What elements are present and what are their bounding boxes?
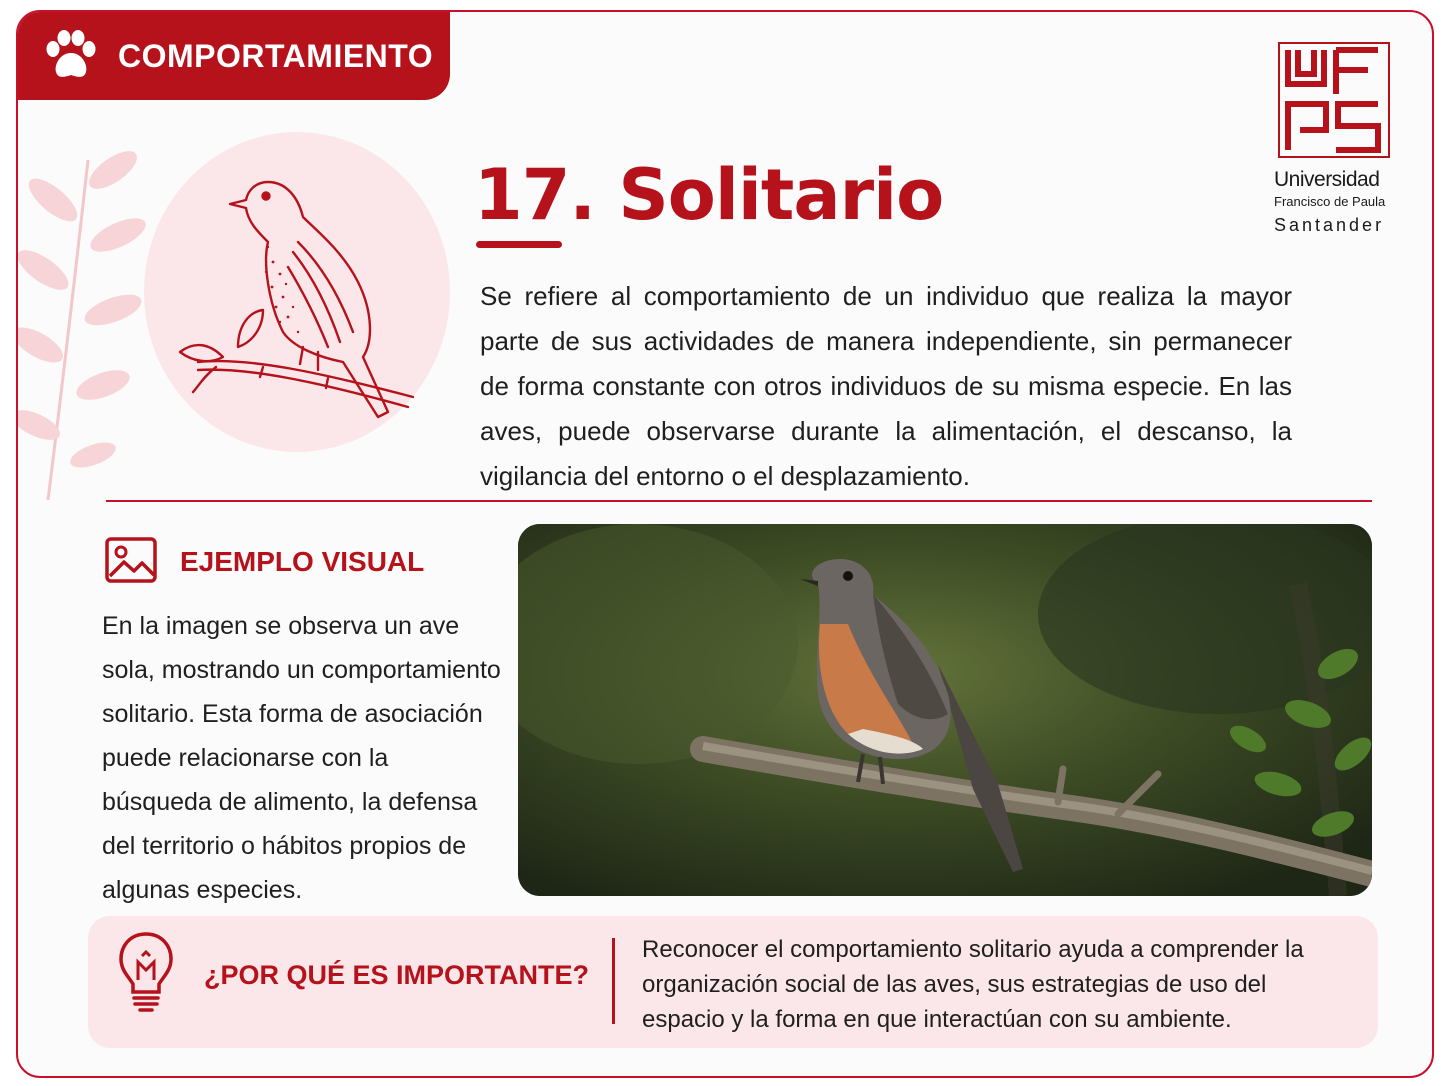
university-logo [1274, 42, 1394, 236]
lightbulb-icon [116, 930, 176, 1016]
leaves-decoration [18, 140, 158, 500]
logo-university: Universidad [1274, 168, 1380, 191]
category-title: COMPORTAMIENTO [118, 37, 434, 74]
title-underline [476, 241, 562, 248]
logo-santander: Santander [1274, 215, 1385, 235]
ufps-logo-mark [1278, 42, 1390, 158]
importance-box [88, 916, 1378, 1048]
category-tab [18, 12, 450, 100]
visual-example-title: EJEMPLO VISUAL [180, 546, 425, 577]
section-divider [106, 500, 1372, 502]
visual-example-text: En la imagen se observa un ave sola, mostrando un comportamiento solitario. Esta forma de asociación puede relacionarse con la búsqueda de alimento, la defensa del territorio o hábitos propios de algunas especies. [102, 612, 501, 904]
page-title: 17. Solitario [474, 154, 944, 236]
info-card [16, 10, 1434, 1078]
bird-illustration [168, 172, 428, 432]
bird-photo [518, 524, 1372, 896]
image-icon [104, 536, 158, 584]
description-text: Se refiere al comportamiento de un individuo que realiza la mayor parte de sus actividades de manera independiente, sin permanecer de forma constante con otros individuos de su misma especie. En las aves, puede observarse durante la alimentación, el descanso, la vigilancia del entorno o el desplazamiento. [480, 281, 1292, 491]
importance-title: ¿POR QUÉ ES IMPORTANTE? [204, 960, 590, 990]
paw-icon [42, 29, 100, 83]
importance-text: Reconocer el comportamiento solitario ayuda a comprender la organización social de las aves, sus estrategias de uso del espacio y la forma en que interactúan con su ambiente. [642, 936, 1304, 1033]
importance-separator [612, 938, 615, 1024]
logo-francisco: Francisco de Paula [1274, 194, 1386, 209]
